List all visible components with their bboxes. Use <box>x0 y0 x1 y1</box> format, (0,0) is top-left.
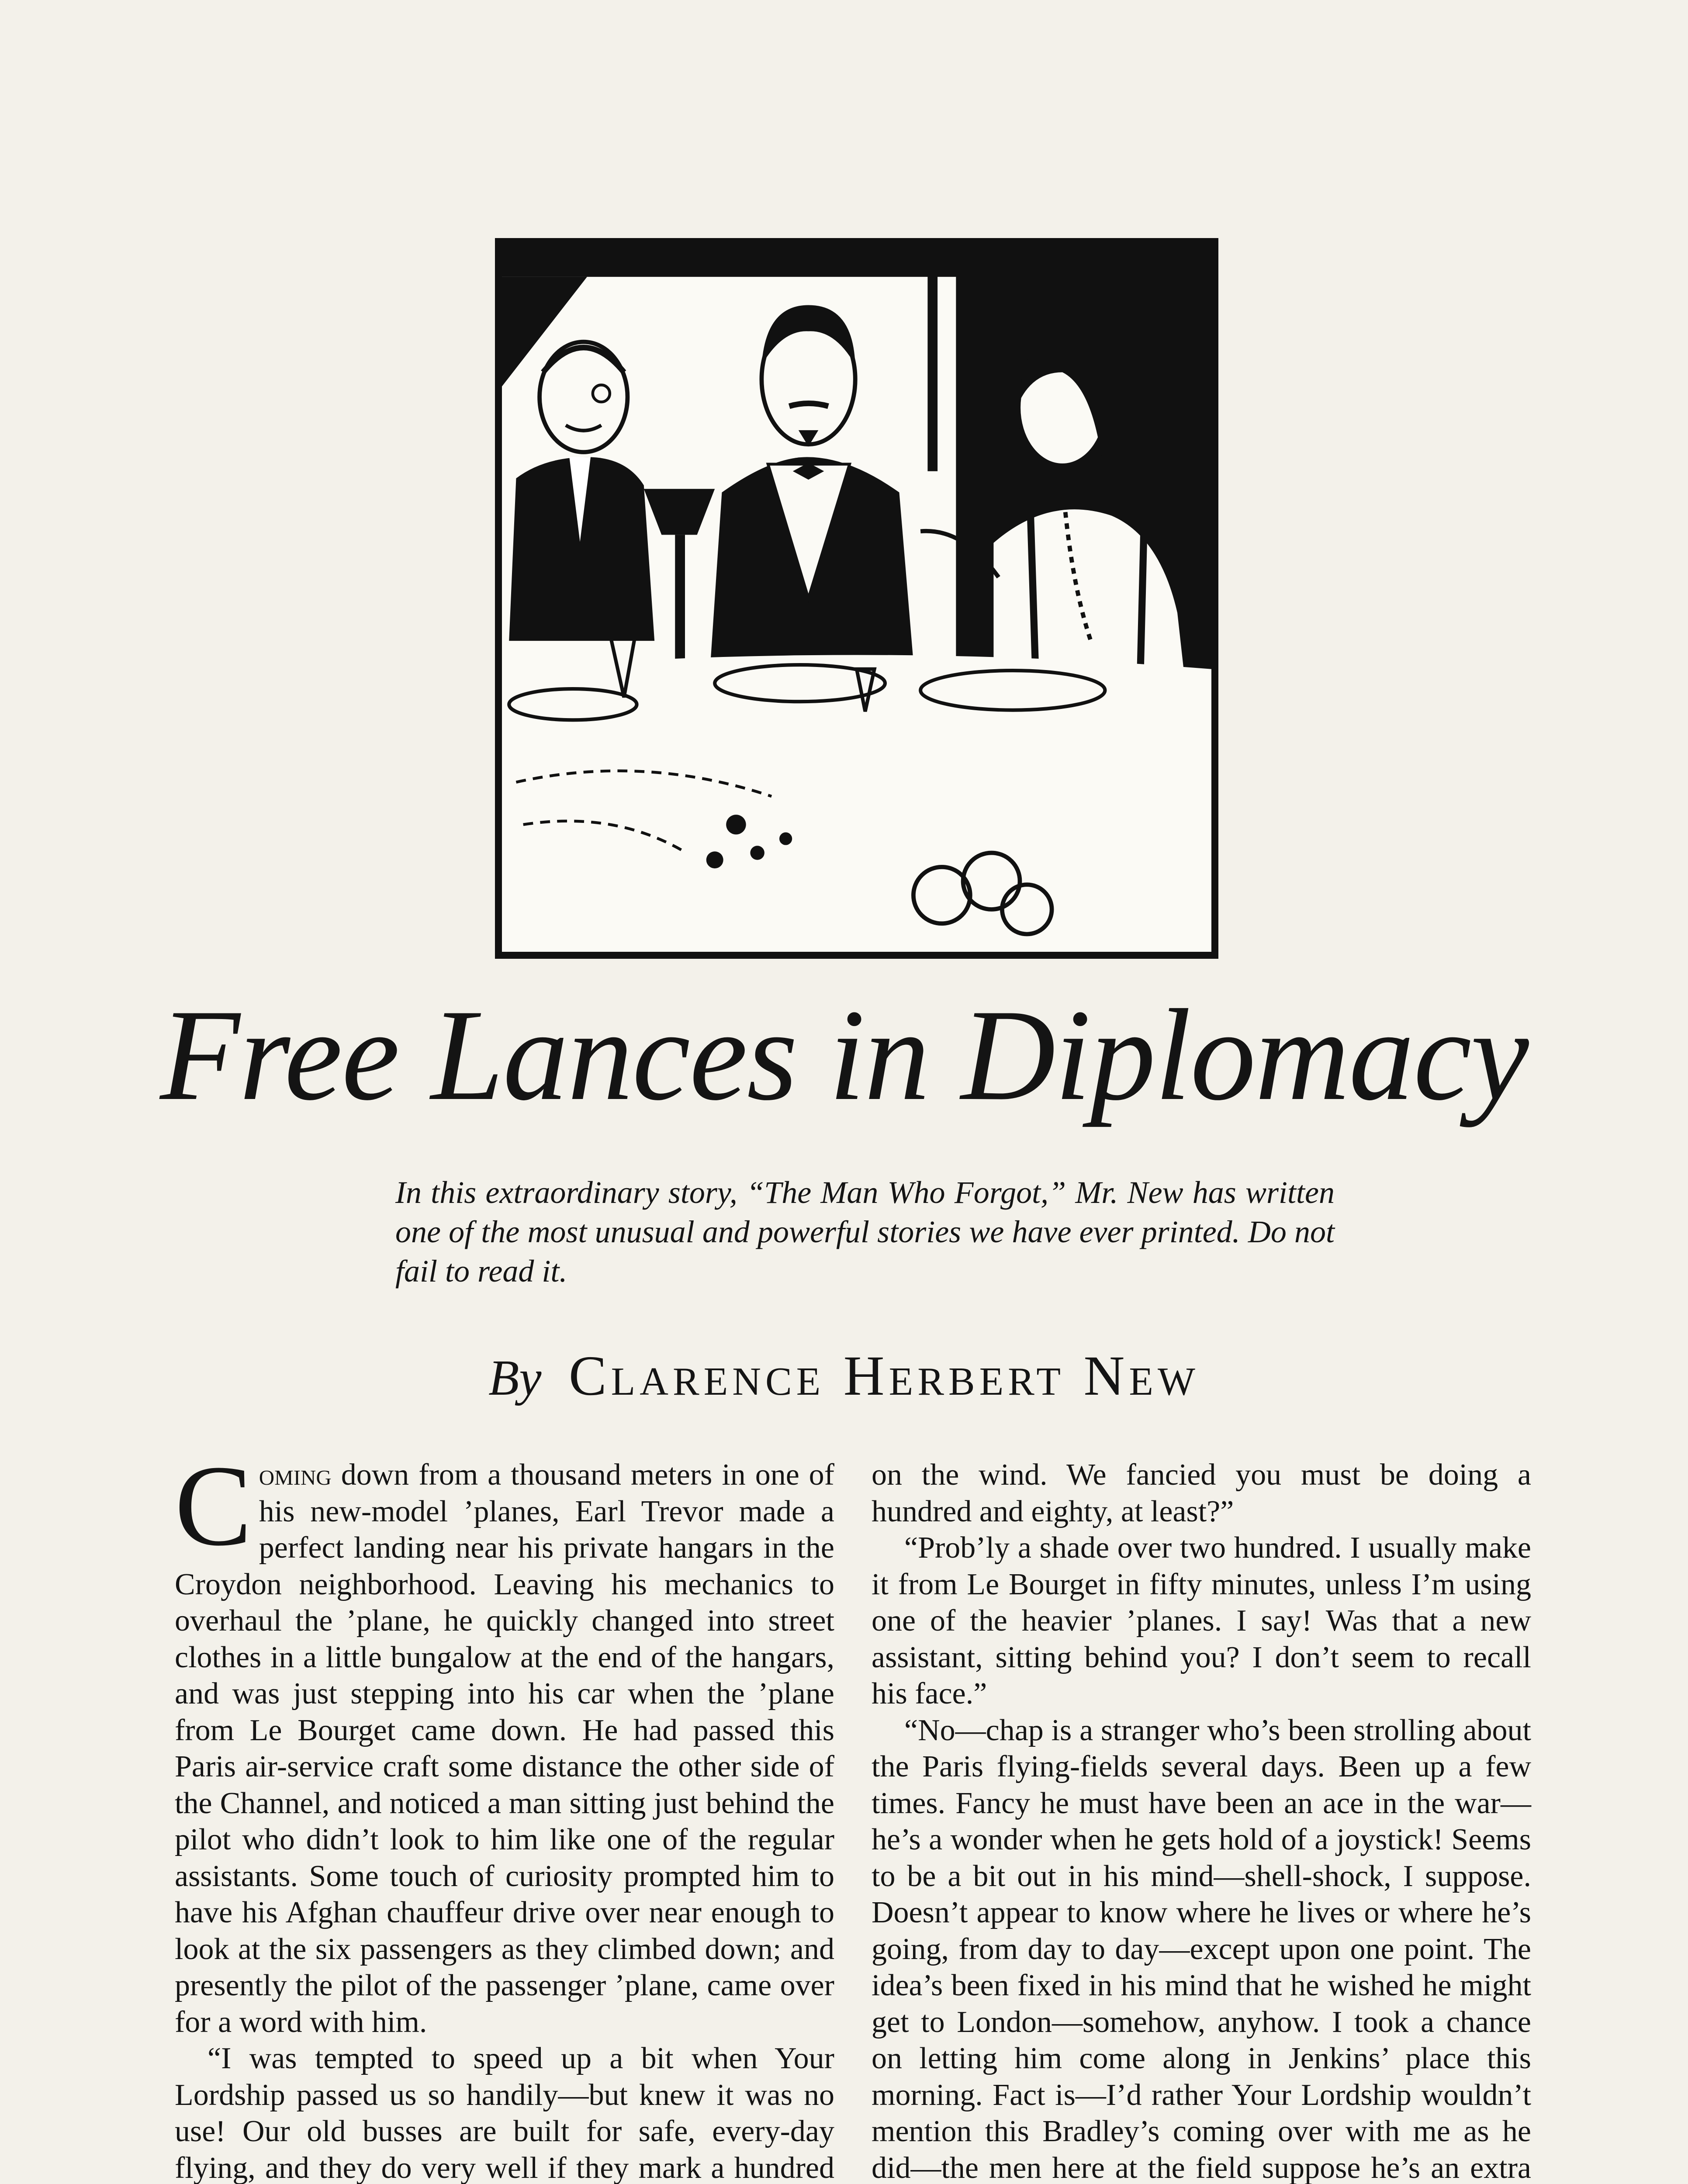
paragraph-text: down from a thousand meters in one of his new-model ’planes, Earl Trevor made a perfect landing near his private hangars in the Croydon neighborhood. Leaving his mechanics to overhaul the ’plane, he quickly changed into street clothes in a little bungalow at the end of the hangars, and was just stepping into his car when the ’plane from Le Bourget came down. He had passed this Paris air-service craft some distance the other side of the Channel, and noticed a man sitting just behind the pilot who didn’t look to him like one of the regular assistants. Some touch of curiosity prompted him to have his Afghan chauffeur drive over near enough to look at the six passengers as they climbed down; and presently the pilot of the passenger ’plane, came over for a word with him. <box>175 1458 834 2039</box>
story-introduction: In this extraordinary story, “The Man Who Forgot,” Mr. New has written one of the most unusual and powerful stories we have ever printed. Do not fail to read it. <box>395 1175 1335 1289</box>
author-name: Clarence Herbert New <box>568 1344 1200 1407</box>
byline-prefix: By <box>488 1350 542 1406</box>
story-title: Free Lances in Diplomacy <box>160 982 1528 1127</box>
article-paragraph <box>175 1442 834 2040</box>
dinner-party-illustration <box>495 238 1218 959</box>
article-column-left <box>175 1442 834 2184</box>
article-paragraph: “I was tempted to speed up a bit when Your Lordship passed us so handily—but knew it was no use! Our old busses are built for safe, every-day flying, and they do very well if they mark a hundred <box>175 2042 834 2184</box>
illustration-drawing <box>502 245 1211 952</box>
first-word-small-caps: oming <box>259 1458 332 1492</box>
drop-cap: C <box>175 1442 252 1570</box>
article-paragraph: “Prob’ly a shade over two hundred. I usually make it from Le Bourget in fifty minutes, unless I’m using one of the heavier ’planes. I say! Was that a new assistant, sitting behind you? I don’t seem to recall his face.” <box>872 1531 1531 1711</box>
byline <box>0 1341 1688 1413</box>
article-paragraph: “No—chap is a stranger who’s been strolling about the Paris flying-fields several days. Been up a few times. Fancy he must have been an ace in the war—he’s a wonder when he gets hold of a joystick! Seems to be a bit out in his mind—shell-shock, I suppose. Doesn’t appear to know where he lives or where he’s going, from day to day—except upon one point. The idea’s been fixed in his mind that he wished he might get to London—somehow, anyhow. I took a chance on letting him come along in Jenkins’ place this morning. Fact is—I’d rather Your Lordship wouldn’t mention this Bradley’s coming over with me as he did—the men here at the field suppose he’s an extra <box>872 1713 1531 2184</box>
article-column-right <box>872 1457 1531 2184</box>
article-paragraph: on the wind. We fancied you must be doing a hundred and eighty, at least?” <box>872 1458 1531 1528</box>
